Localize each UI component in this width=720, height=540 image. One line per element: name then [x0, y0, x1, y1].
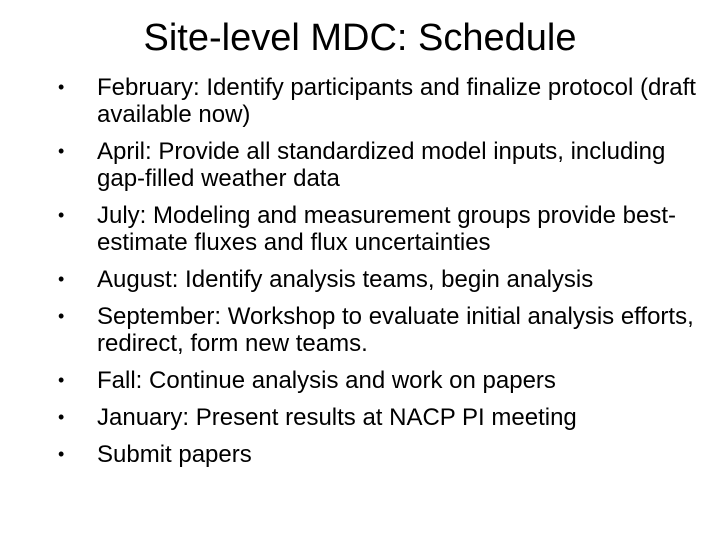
bullet-text: February: Identify participants and finalize protocol (draft available now) — [97, 74, 696, 128]
bullet-item-april — [0, 138, 697, 192]
bullet-item-fall — [0, 367, 697, 394]
bullet-text: Submit papers — [97, 441, 252, 468]
bullet-text: July: Modeling and measurement groups provide best-estimate fluxes and flux uncertainties — [97, 202, 676, 256]
bullet-icon: • — [58, 205, 65, 225]
bullet-icon: • — [58, 141, 65, 161]
bullet-icon: • — [58, 269, 65, 289]
bullet-item-submit — [0, 441, 697, 468]
bullet-item-september — [0, 303, 697, 357]
bullet-icon: • — [58, 444, 65, 464]
bullet-list — [0, 74, 720, 478]
bullet-text: Fall: Continue analysis and work on papers — [97, 367, 556, 394]
bullet-item-january — [0, 404, 697, 431]
bullet-icon: • — [58, 370, 65, 390]
bullet-icon: • — [58, 306, 65, 326]
bullet-text: April: Provide all standardized model inputs, including gap-filled weather data — [97, 138, 666, 192]
bullet-item-july — [0, 202, 697, 256]
slide-title: Site-level MDC: Schedule — [143, 17, 577, 59]
bullet-item-february — [0, 74, 697, 128]
bullet-icon: • — [58, 407, 65, 427]
bullet-text: January: Present results at NACP PI meeting — [97, 404, 577, 431]
bullet-text: August: Identify analysis teams, begin analysis — [97, 266, 594, 293]
bullet-text: September: Workshop to evaluate initial analysis efforts, redirect, form new teams. — [97, 303, 694, 357]
bullet-item-august — [0, 266, 697, 293]
bullet-icon: • — [58, 77, 65, 97]
